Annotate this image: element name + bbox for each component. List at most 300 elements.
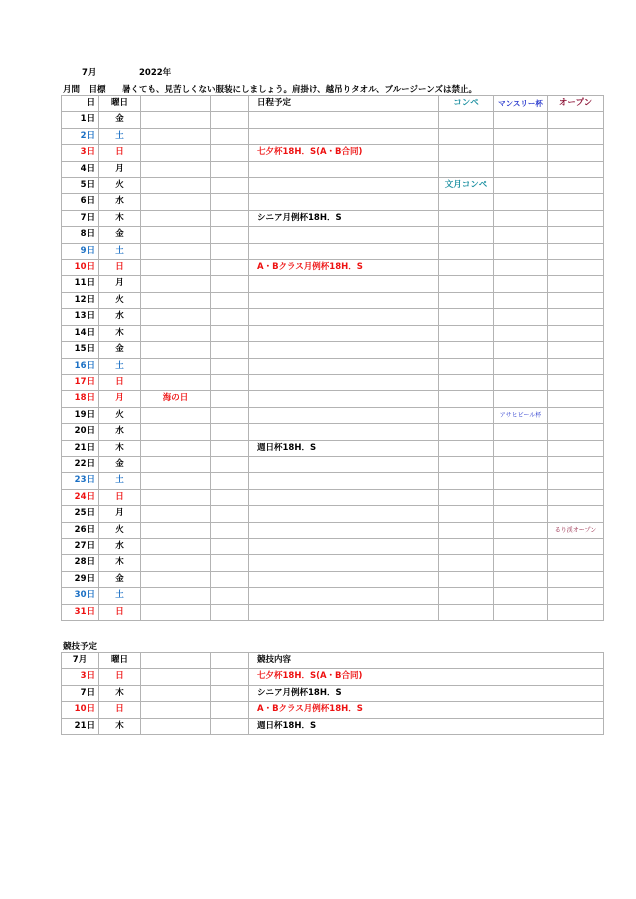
monthly-cup-cell — [494, 325, 548, 341]
holiday-note-cell — [141, 374, 211, 390]
weekday-cell: 金 — [99, 342, 141, 358]
holiday-note-cell — [141, 522, 211, 538]
weekday-cell: 月 — [99, 276, 141, 292]
plan-cell — [249, 243, 439, 259]
compe-cell — [439, 243, 494, 259]
comp-col-content-header: 競技内容 — [249, 653, 604, 669]
blank-cell — [211, 506, 249, 522]
comp-weekday-cell: 日 — [99, 702, 141, 718]
weekday-cell: 火 — [99, 522, 141, 538]
weekday-cell: 水 — [99, 424, 141, 440]
weekday-cell: 土 — [99, 358, 141, 374]
day-cell: 19日 — [62, 407, 99, 423]
blank-cell — [211, 604, 249, 620]
schedule-row — [62, 522, 604, 538]
schedule-row — [62, 424, 604, 440]
holiday-note-cell — [141, 588, 211, 604]
day-cell: 4日 — [62, 161, 99, 177]
compe-cell — [439, 374, 494, 390]
holiday-note-cell — [141, 604, 211, 620]
blank-cell — [211, 358, 249, 374]
plan-cell — [249, 325, 439, 341]
schedule-row — [62, 128, 604, 144]
weekday-cell: 水 — [99, 538, 141, 554]
blank-cell — [211, 309, 249, 325]
blank-cell — [211, 571, 249, 587]
weekday-cell: 月 — [99, 161, 141, 177]
open-cell — [548, 588, 604, 604]
day-cell: 25日 — [62, 506, 99, 522]
weekday-cell: 日 — [99, 374, 141, 390]
compe-cell — [439, 522, 494, 538]
day-cell: 31日 — [62, 604, 99, 620]
open-cell — [548, 506, 604, 522]
compe-cell — [439, 456, 494, 472]
compe-cell — [439, 128, 494, 144]
day-cell: 23日 — [62, 473, 99, 489]
schedule-row — [62, 489, 604, 505]
plan-cell — [249, 489, 439, 505]
col-weekday-header: 曜日 — [99, 96, 141, 112]
day-cell: 20日 — [62, 424, 99, 440]
comp-weekday-cell: 日 — [99, 669, 141, 685]
day-cell: 6日 — [62, 194, 99, 210]
monthly-cup-cell — [494, 538, 548, 554]
holiday-note-cell — [141, 260, 211, 276]
day-cell: 28日 — [62, 555, 99, 571]
comp-day-cell: 3日 — [62, 669, 99, 685]
col-day-header: 日 — [62, 96, 99, 112]
blank-cell — [211, 210, 249, 226]
open-cell — [548, 210, 604, 226]
col-blank-header — [211, 96, 249, 112]
schedule-row — [62, 440, 604, 456]
open-cell — [548, 424, 604, 440]
open-cell — [548, 325, 604, 341]
plan-cell — [249, 292, 439, 308]
weekday-cell: 月 — [99, 506, 141, 522]
schedule-table — [61, 95, 604, 621]
day-cell: 12日 — [62, 292, 99, 308]
blank-cell — [211, 276, 249, 292]
schedule-row — [62, 555, 604, 571]
open-cell — [548, 604, 604, 620]
weekday-cell: 日 — [99, 604, 141, 620]
open-cell — [548, 161, 604, 177]
compe-cell — [439, 506, 494, 522]
plan-cell — [249, 374, 439, 390]
comp-weekday-cell: 木 — [99, 718, 141, 734]
schedule-row — [62, 604, 604, 620]
monthly-cup-cell — [494, 210, 548, 226]
schedule-row — [62, 456, 604, 472]
holiday-note-cell — [141, 276, 211, 292]
day-cell: 9日 — [62, 243, 99, 259]
day-cell: 22日 — [62, 456, 99, 472]
compe-cell — [439, 210, 494, 226]
schedule-row — [62, 309, 604, 325]
monthly-cup-cell — [494, 276, 548, 292]
schedule-row — [62, 194, 604, 210]
open-cell — [548, 571, 604, 587]
holiday-note-cell — [141, 243, 211, 259]
plan-cell — [249, 555, 439, 571]
weekday-cell: 火 — [99, 292, 141, 308]
plan-cell — [249, 506, 439, 522]
comp-blank-cell — [211, 669, 249, 685]
plan-cell — [249, 407, 439, 423]
schedule-row — [62, 342, 604, 358]
plan-cell — [249, 161, 439, 177]
open-cell: るり渓オープン — [548, 522, 604, 538]
blank-cell — [211, 145, 249, 161]
open-cell — [548, 440, 604, 456]
day-cell: 7日 — [62, 210, 99, 226]
day-cell: 13日 — [62, 309, 99, 325]
blank-cell — [211, 292, 249, 308]
header-month: 7月 — [82, 68, 97, 78]
plan-cell — [249, 358, 439, 374]
schedule-row — [62, 407, 604, 423]
open-cell — [548, 538, 604, 554]
competition-row — [62, 718, 604, 734]
holiday-note-cell — [141, 473, 211, 489]
compe-cell — [439, 489, 494, 505]
schedule-row — [62, 538, 604, 554]
comp-content-cell: 七夕杯18H．S(A・B合同) — [249, 669, 604, 685]
blank-cell — [211, 456, 249, 472]
schedule-row — [62, 506, 604, 522]
col-plan-header: 日程予定 — [249, 96, 439, 112]
monthly-cup-cell — [494, 522, 548, 538]
plan-cell: シニア月例杯18H．S — [249, 210, 439, 226]
weekday-cell: 日 — [99, 145, 141, 161]
blank-cell — [211, 489, 249, 505]
compe-cell — [439, 358, 494, 374]
schedule-row — [62, 161, 604, 177]
holiday-note-cell — [141, 325, 211, 341]
comp-col-blank — [211, 653, 249, 669]
monthly-cup-cell — [494, 161, 548, 177]
comp-blank-cell — [141, 718, 211, 734]
weekday-cell: 月 — [99, 391, 141, 407]
day-cell: 29日 — [62, 571, 99, 587]
plan-cell — [249, 227, 439, 243]
open-cell — [548, 128, 604, 144]
blank-cell — [211, 161, 249, 177]
day-cell: 1日 — [62, 112, 99, 128]
compe-cell — [439, 276, 494, 292]
plan-cell: 七夕杯18H．S(A・B合同) — [249, 145, 439, 161]
schedule-row — [62, 473, 604, 489]
day-cell: 14日 — [62, 325, 99, 341]
day-cell: 21日 — [62, 440, 99, 456]
compe-cell — [439, 604, 494, 620]
schedule-row — [62, 243, 604, 259]
open-cell — [548, 276, 604, 292]
holiday-note-cell — [141, 112, 211, 128]
monthly-cup-cell — [494, 194, 548, 210]
blank-cell — [211, 374, 249, 390]
schedule-row — [62, 227, 604, 243]
weekday-cell: 木 — [99, 555, 141, 571]
monthly-cup-cell — [494, 374, 548, 390]
compe-cell — [439, 588, 494, 604]
day-cell: 15日 — [62, 342, 99, 358]
comp-day-cell: 7日 — [62, 685, 99, 701]
compe-cell — [439, 555, 494, 571]
schedule-row — [62, 292, 604, 308]
plan-cell — [249, 178, 439, 194]
comp-blank-cell — [141, 669, 211, 685]
compe-cell — [439, 292, 494, 308]
open-cell — [548, 407, 604, 423]
plan-cell — [249, 588, 439, 604]
open-cell — [548, 374, 604, 390]
day-cell: 11日 — [62, 276, 99, 292]
compe-cell — [439, 342, 494, 358]
plan-cell — [249, 571, 439, 587]
blank-cell — [211, 588, 249, 604]
plan-cell — [249, 391, 439, 407]
blank-cell — [211, 260, 249, 276]
header-year: 2022年 — [139, 68, 172, 78]
blank-cell — [211, 522, 249, 538]
plan-cell — [249, 112, 439, 128]
holiday-note-cell — [141, 506, 211, 522]
monthly-cup-cell — [494, 391, 548, 407]
col-monthly-header: マンスリー杯 — [494, 96, 548, 112]
schedule-row — [62, 260, 604, 276]
col-blank-header — [141, 96, 211, 112]
comp-weekday-cell: 木 — [99, 685, 141, 701]
open-cell — [548, 358, 604, 374]
competition-section-title: 競技予定 — [63, 642, 98, 652]
monthly-cup-cell — [494, 588, 548, 604]
plan-cell — [249, 473, 439, 489]
holiday-note-cell — [141, 227, 211, 243]
monthly-cup-cell — [494, 456, 548, 472]
competition-row — [62, 685, 604, 701]
holiday-note-cell — [141, 407, 211, 423]
holiday-note-cell — [141, 292, 211, 308]
monthly-cup-cell — [494, 260, 548, 276]
open-cell — [548, 243, 604, 259]
compe-cell — [439, 538, 494, 554]
weekday-cell: 土 — [99, 588, 141, 604]
weekday-cell: 火 — [99, 407, 141, 423]
comp-blank-cell — [141, 685, 211, 701]
schedule-row — [62, 178, 604, 194]
blank-cell — [211, 243, 249, 259]
comp-content-cell: シニア月例杯18H．S — [249, 685, 604, 701]
blank-cell — [211, 391, 249, 407]
blank-cell — [211, 538, 249, 554]
day-cell: 17日 — [62, 374, 99, 390]
holiday-note-cell — [141, 128, 211, 144]
holiday-note-cell — [141, 309, 211, 325]
compe-cell — [439, 391, 494, 407]
monthly-cup-cell — [494, 489, 548, 505]
weekday-cell: 土 — [99, 128, 141, 144]
compe-cell — [439, 145, 494, 161]
day-cell: 27日 — [62, 538, 99, 554]
monthly-cup-cell — [494, 424, 548, 440]
compe-cell — [439, 309, 494, 325]
open-cell — [548, 227, 604, 243]
open-cell — [548, 456, 604, 472]
comp-col-weekday-header: 曜日 — [99, 653, 141, 669]
weekday-cell: 金 — [99, 112, 141, 128]
compe-cell — [439, 227, 494, 243]
holiday-note-cell — [141, 194, 211, 210]
comp-day-cell: 21日 — [62, 718, 99, 734]
plan-cell — [249, 309, 439, 325]
schedule-row — [62, 571, 604, 587]
compe-cell — [439, 424, 494, 440]
schedule-row — [62, 588, 604, 604]
comp-content-cell: 週日杯18H．S — [249, 718, 604, 734]
open-cell — [548, 309, 604, 325]
schedule-row — [62, 276, 604, 292]
blank-cell — [211, 194, 249, 210]
day-cell: 5日 — [62, 178, 99, 194]
weekday-cell: 金 — [99, 571, 141, 587]
day-cell: 26日 — [62, 522, 99, 538]
open-cell — [548, 260, 604, 276]
plan-cell — [249, 128, 439, 144]
open-cell — [548, 194, 604, 210]
schedule-row — [62, 210, 604, 226]
comp-day-cell: 10日 — [62, 702, 99, 718]
blank-cell — [211, 424, 249, 440]
plan-cell — [249, 276, 439, 292]
monthly-cup-cell — [494, 571, 548, 587]
monthly-cup-cell — [494, 128, 548, 144]
holiday-note-cell — [141, 440, 211, 456]
monthly-cup-cell — [494, 227, 548, 243]
day-cell: 3日 — [62, 145, 99, 161]
holiday-note-cell — [141, 358, 211, 374]
weekday-cell: 日 — [99, 260, 141, 276]
weekday-cell: 木 — [99, 325, 141, 341]
holiday-note-cell — [141, 538, 211, 554]
open-cell — [548, 473, 604, 489]
blank-cell — [211, 473, 249, 489]
compe-cell — [439, 473, 494, 489]
holiday-note-cell — [141, 145, 211, 161]
comp-content-cell: A・Bクラス月例杯18H．S — [249, 702, 604, 718]
holiday-note-cell — [141, 489, 211, 505]
compe-cell — [439, 161, 494, 177]
plan-cell — [249, 456, 439, 472]
schedule-row — [62, 391, 604, 407]
monthly-cup-cell — [494, 309, 548, 325]
open-cell — [548, 391, 604, 407]
plan-cell — [249, 194, 439, 210]
compe-cell — [439, 440, 494, 456]
holiday-note-cell — [141, 571, 211, 587]
compe-cell — [439, 571, 494, 587]
comp-blank-cell — [211, 718, 249, 734]
plan-cell — [249, 538, 439, 554]
weekday-cell: 金 — [99, 456, 141, 472]
day-cell: 18日 — [62, 391, 99, 407]
compe-cell — [439, 194, 494, 210]
monthly-cup-cell — [494, 555, 548, 571]
plan-cell — [249, 604, 439, 620]
weekday-cell: 水 — [99, 309, 141, 325]
monthly-cup-cell — [494, 178, 548, 194]
competition-row — [62, 702, 604, 718]
open-cell — [548, 112, 604, 128]
schedule-row — [62, 112, 604, 128]
holiday-note-cell — [141, 456, 211, 472]
open-cell — [548, 342, 604, 358]
plan-cell — [249, 342, 439, 358]
plan-cell: 週日杯18H．S — [249, 440, 439, 456]
holiday-note-cell: 海の日 — [141, 391, 211, 407]
holiday-note-cell — [141, 555, 211, 571]
plan-cell: A・Bクラス月例杯18H．S — [249, 260, 439, 276]
compe-cell — [439, 407, 494, 423]
open-cell — [548, 555, 604, 571]
plan-cell — [249, 424, 439, 440]
monthly-cup-cell — [494, 440, 548, 456]
holiday-note-cell — [141, 161, 211, 177]
blank-cell — [211, 325, 249, 341]
day-cell: 30日 — [62, 588, 99, 604]
weekday-cell: 火 — [99, 178, 141, 194]
weekday-cell: 木 — [99, 210, 141, 226]
comp-col-blank — [141, 653, 211, 669]
blank-cell — [211, 227, 249, 243]
compe-cell — [439, 260, 494, 276]
day-cell: 24日 — [62, 489, 99, 505]
col-open-header: オープン — [548, 96, 604, 112]
compe-cell: 文月コンペ — [439, 178, 494, 194]
comp-blank-cell — [211, 685, 249, 701]
weekday-cell: 土 — [99, 473, 141, 489]
blank-cell — [211, 407, 249, 423]
weekday-cell: 水 — [99, 194, 141, 210]
holiday-note-cell — [141, 178, 211, 194]
monthly-cup-cell — [494, 506, 548, 522]
goal-text: 暑くても、見苦しくない服装にしましょう。肩掛け、越吊りタオル、ブルージーンズは禁止。 — [122, 85, 478, 95]
blank-cell — [211, 555, 249, 571]
open-cell — [548, 489, 604, 505]
blank-cell — [211, 178, 249, 194]
open-cell — [548, 178, 604, 194]
comp-col-month-header: 7月 — [62, 653, 99, 669]
compe-cell — [439, 325, 494, 341]
monthly-cup-cell — [494, 145, 548, 161]
monthly-cup-cell — [494, 112, 548, 128]
monthly-cup-cell — [494, 604, 548, 620]
comp-blank-cell — [211, 702, 249, 718]
monthly-cup-cell — [494, 358, 548, 374]
competition-header-row — [62, 653, 604, 669]
schedule-row — [62, 325, 604, 341]
goal-label: 月間 目標 — [63, 85, 106, 95]
schedule-row — [62, 374, 604, 390]
comp-blank-cell — [141, 702, 211, 718]
weekday-cell: 木 — [99, 440, 141, 456]
day-cell: 8日 — [62, 227, 99, 243]
schedule-row — [62, 145, 604, 161]
weekday-cell: 土 — [99, 243, 141, 259]
open-cell — [548, 292, 604, 308]
